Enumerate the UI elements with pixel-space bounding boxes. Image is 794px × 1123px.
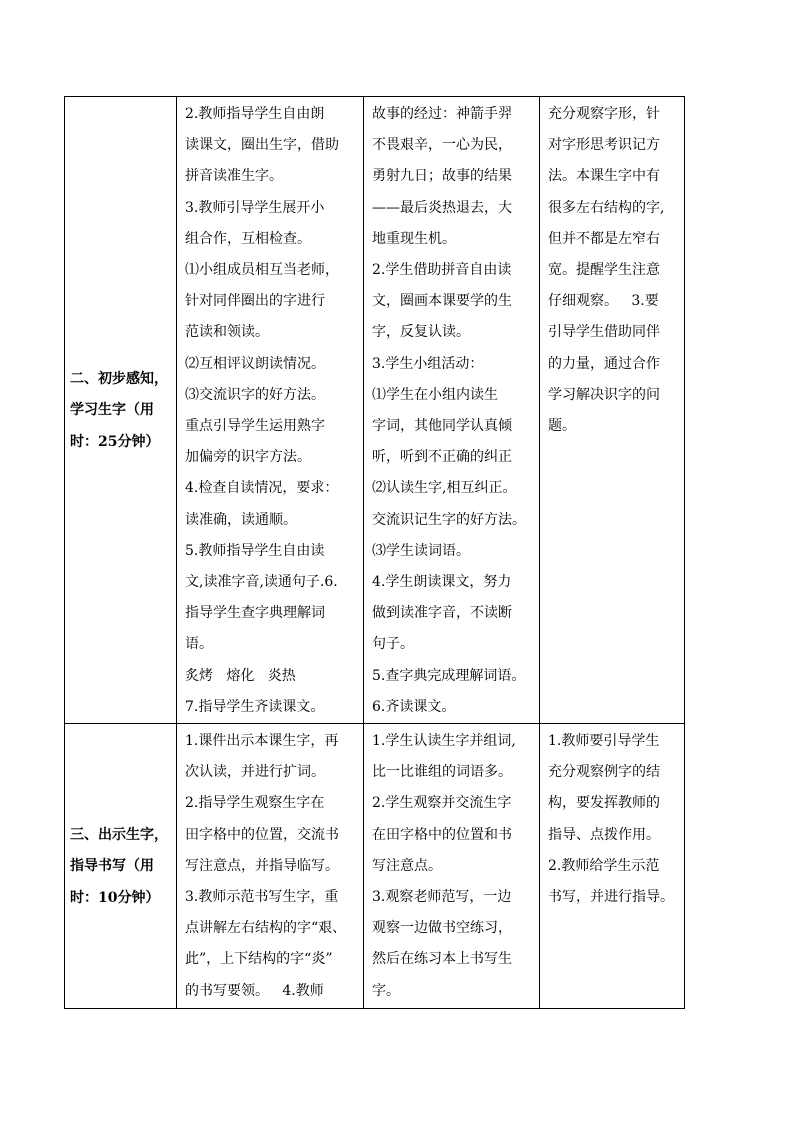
cell-text-line: 充分观察例字的结 (548, 764, 660, 781)
cell-text-line: 田字格中的位置，交流书 (185, 826, 339, 843)
cell-text-line: 充分观察字形，针 (548, 106, 660, 122)
cell-text-line: ⑵互相评议朗读情况。 (185, 355, 325, 372)
student-activity-cell (364, 724, 540, 1009)
cell-text-line: 读准确，读通顺。 (185, 511, 297, 528)
cell-text-line: 宽。提醒学生注意 (548, 262, 660, 279)
cell-text-line: ⑶交流识字的好方法。 (185, 386, 325, 403)
cell-text-line: ⑴小组成员相互当老师， (185, 262, 339, 279)
teacher-activity-cell (177, 724, 364, 1009)
cell-text-line: 指导学生查字典理解词 (185, 605, 325, 622)
cell-text-line: 范读和领读。 (185, 324, 269, 341)
cell-text-line: 交流识记生字的好方法。 (372, 511, 526, 528)
cell-text-line: 观察一边做书空练习， (372, 920, 512, 937)
cell-text-line: 文,读准字音,读通句子.6. (185, 574, 338, 591)
cell-text-line: 做到读准字音，不读断 (372, 605, 512, 622)
cell-text-line: 组合作，互相检查。 (185, 230, 311, 247)
cell-text-line: 字。 (372, 982, 400, 999)
cell-text-line: 2.学生借助拼音自由读 (372, 262, 512, 279)
cell-text-line: 点讲解左右结构的字“艰、 (185, 920, 347, 937)
cell-text-line: 二、初步感知， (70, 371, 168, 388)
cell-text-line: 3.教师引导学生展开小 (185, 199, 325, 216)
teacher-activity-cell (177, 97, 364, 724)
cell-text-line: 学习生字（用 (70, 402, 154, 419)
cell-text-line: 很多左右结构的字, (548, 199, 665, 216)
cell-text-line: 4.学生朗读课文，努力 (372, 574, 512, 591)
design-intent-cell (540, 97, 685, 724)
lesson-plan-table (64, 96, 685, 1009)
cell-text-line: 5.教师指导学生自由读 (185, 542, 325, 559)
cell-text-line: 时：10分钟） (70, 889, 160, 906)
cell-text-line: 对字形思考识记方 (548, 137, 660, 154)
cell-text-line: 学习解决识字的问 (548, 386, 660, 403)
cell-text-line: 字词，其他同学认真倾 (372, 418, 512, 435)
cell-text-line: 时：25分钟） (70, 433, 160, 450)
cell-text-line: 2.学生观察并交流生字 (372, 795, 512, 812)
stage-cell (65, 724, 177, 1009)
design-intent-cell (540, 724, 685, 1009)
cell-text-line: 在田字格中的位置和书 (372, 826, 512, 843)
cell-text-line: 4.检查自读情况，要求： (185, 480, 339, 497)
cell-text-line: 次认读，并进行扩词。 (185, 764, 325, 781)
cell-text-line: ⑵认读生字,相互纠正。 (372, 480, 517, 497)
cell-text-line: 书写，并进行指导。 (548, 889, 674, 906)
cell-text-line: 故事的经过：神箭手羿 (372, 106, 512, 122)
cell-text-line: 重点引导学生运用熟字 (185, 418, 325, 435)
cell-text-line: 语。 (185, 636, 213, 653)
stage-cell (65, 97, 177, 724)
cell-text-line: 三、出示生字， (70, 827, 168, 844)
cell-text-line: 文，圈画本课要学的生 (372, 293, 512, 310)
cell-text-line: 3.教师示范书写生字，重 (185, 889, 339, 906)
cell-text-line: 地重现生机。 (372, 230, 456, 247)
cell-text-line: 写注意点。 (372, 857, 442, 874)
cell-text-line: 2.教师指导学生自由朗 (185, 106, 325, 122)
cell-text-line: 2.指导学生观察生字在 (185, 795, 325, 812)
cell-text-line: 指导书写（用 (70, 858, 154, 875)
cell-text-line: 仔细观察。 3.要 (548, 293, 659, 310)
cell-text-line: 7.指导学生齐读课文。 (185, 698, 325, 715)
table-row-initial-perception (65, 97, 685, 724)
cell-text-line: 比一比谁组的词语多。 (372, 764, 512, 781)
cell-text-line: 5.查字典完成理解词语。 (372, 667, 526, 684)
cell-text-line: 1.学生认读生字并组词, (372, 733, 516, 750)
cell-text-line: 但并不都是左窄右 (548, 230, 660, 247)
cell-text-line: 构，要发挥教师的 (548, 795, 660, 812)
cell-text-line: 字，反复认读。 (372, 324, 470, 341)
cell-text-line: 指导、点拨作用。 (548, 826, 660, 843)
cell-text-line: 拼音读准生字。 (185, 168, 283, 185)
cell-text-line: 3.观察老师范写，一边 (372, 889, 512, 906)
cell-text-line: 读课文，圈出生字，借助 (185, 137, 339, 154)
cell-text-line: 炙烤 熔化 炎热 (185, 667, 296, 684)
cell-text-line: 题。 (548, 418, 576, 435)
cell-text-line: 此”，上下结构的字“炎” (185, 951, 333, 968)
cell-text-line: 听，听到不正确的纠正 (372, 449, 512, 466)
cell-text-line: ⑶学生读词语。 (372, 542, 470, 559)
cell-text-line: ⑴学生在小组内读生 (372, 386, 498, 403)
cell-text-line: 的书写要领。 4.教师 (185, 982, 324, 999)
table-row-writing-guidance (65, 724, 685, 1009)
cell-text-line: 句子。 (372, 636, 414, 653)
student-activity-cell (364, 97, 540, 724)
cell-text-line: 勇射九日；故事的结果 (372, 168, 512, 185)
cell-text-line: 加偏旁的识字方法。 (185, 449, 311, 466)
cell-text-line: 然后在练习本上书写生 (372, 951, 512, 968)
cell-text-line: 的力量，通过合作 (548, 355, 660, 372)
cell-text-line: 6.齐读课文。 (372, 698, 456, 715)
cell-text-line: 2.教师给学生示范 (548, 857, 660, 874)
cell-text-line: 针对同伴圈出的字进行 (185, 293, 325, 310)
cell-text-line: 1.课件出示本课生字，再 (185, 733, 339, 750)
cell-text-line: 写注意点，并指导临写。 (185, 857, 339, 874)
cell-text-line: 引导学生借助同伴 (548, 324, 660, 341)
cell-text-line: ——最后炎热退去，大 (372, 199, 512, 216)
cell-text-line: 3.学生小组活动： (372, 355, 484, 372)
cell-text-line: 不畏艰辛，一心为民， (372, 137, 512, 154)
cell-text-line: 1.教师要引导学生 (548, 733, 660, 750)
cell-text-line: 法。本课生字中有 (548, 168, 660, 185)
